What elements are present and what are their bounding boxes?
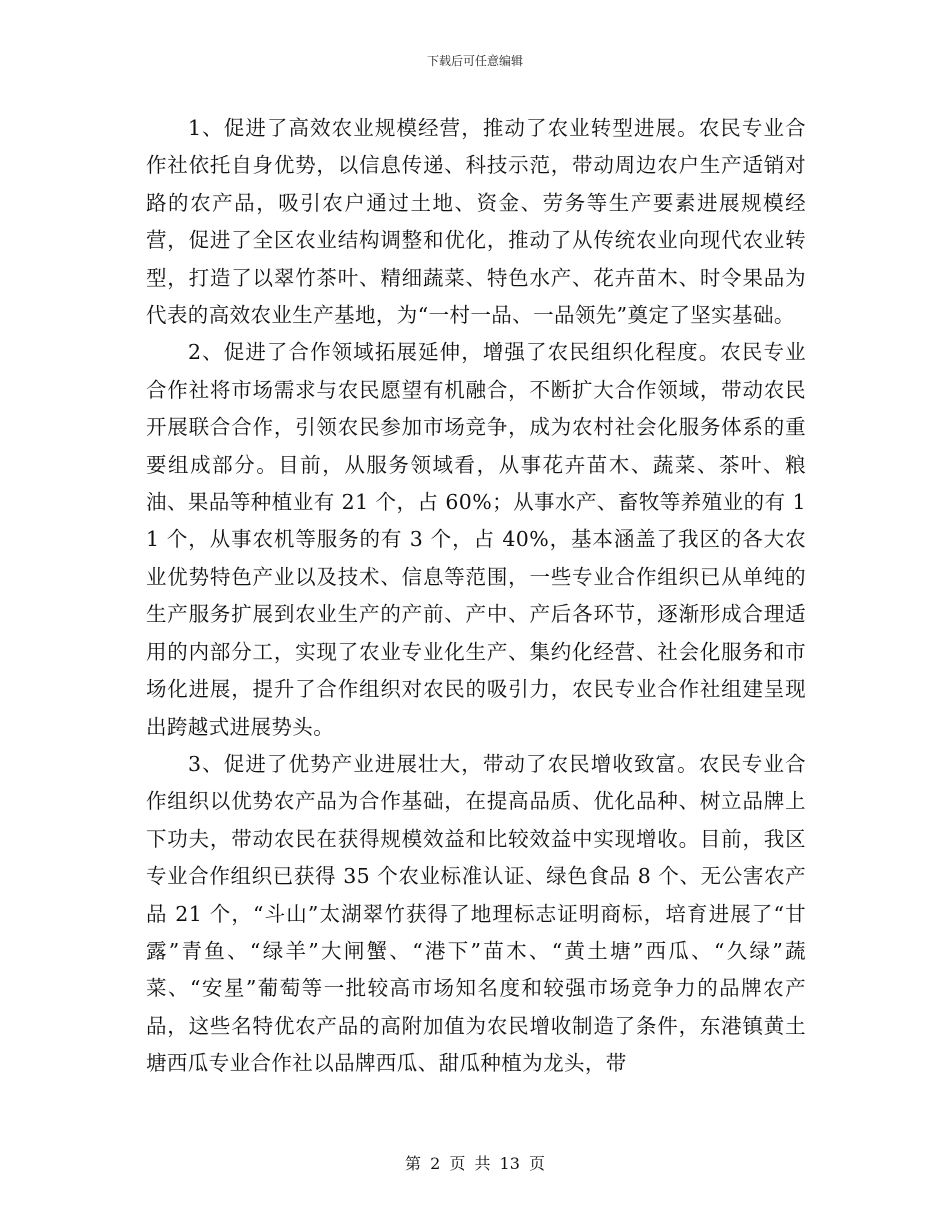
paragraph-3: 3、促进了优势产业进展壮大，带动了农民增收致富。农民专业合作组织以优势农产品为合作基础，在提高品质、优化品种、树立品牌上下功夫，带动农民在获得规模效益和比较效益中实现增收。目前，我区专业合作组织已获得 35 个农业标准认证、绿色食品 8 个、无公害农产品 21 个，“斗山”太湖翠竹获得了地理标志证明商标，培育进展了“甘露”青鱼、“绿羊”大闸蟹、“港下”苗木、“黄土塘”西瓜、“久绿”蔬菜、“安星”葡萄等一批较高市场知名度和较强市场竞争力的品牌农产品，这些名特优农产品的高附加值为农民增收制造了条件，东港镇黄土塘西瓜专业合作社以品牌西瓜、甜瓜种植为龙头，带 xyxy=(146,751,806,1076)
paragraph-2: 2、促进了合作领域拓展延伸，增强了农民组织化程度。农民专业合作社将市场需求与农民愿望有机融合，不断扩大合作领域，带动农民开展联合合作，引领农民参加市场竞争，成为农村社会化服务体系的重要组成部分。目前，从服务领域看，从事花卉苗木、蔬菜、茶叶、粮油、果品等种植业有 21 个，占 60%；从事水产、畜牧等养殖业的有 11 个，从事农机等服务的有 3 个，占 40%，基本涵盖了我区的各大农业优势特色产业以及技术、信息等范围，一些专业合作组织已从单纯的生产服务扩展到农业生产的产前、产中、产后各环节，逐渐形成合理适用的内部分工，实现了农业专业化生产、集约化经营、社会化服务和市场化进展，提升了合作组织对农民的吸引力，农民专业合作社组建呈现出跨越式进展势头。 xyxy=(146,340,806,739)
paragraph-1: 1、促进了高效农业规模经营，推动了农业转型进展。农民专业合作社依托自身优势，以信息传递、科技示范，带动周边农户生产适销对路的农产品，吸引农户通过土地、资金、劳务等生产要素进展规模经营，促进了全区农业结构调整和优化，推动了从传统农业向现代农业转型，打造了以翠竹茶叶、精细蔬菜、特色水产、花卉苗木、时令果品为代表的高效农业生产基地，为“一村一品、一品领先”奠定了坚实基础。 xyxy=(146,116,806,328)
page-footer: 第 2 页 共 13 页 xyxy=(405,1154,545,1173)
document-body xyxy=(146,110,806,1083)
page-header: 下载后可任意编辑 xyxy=(426,54,523,68)
